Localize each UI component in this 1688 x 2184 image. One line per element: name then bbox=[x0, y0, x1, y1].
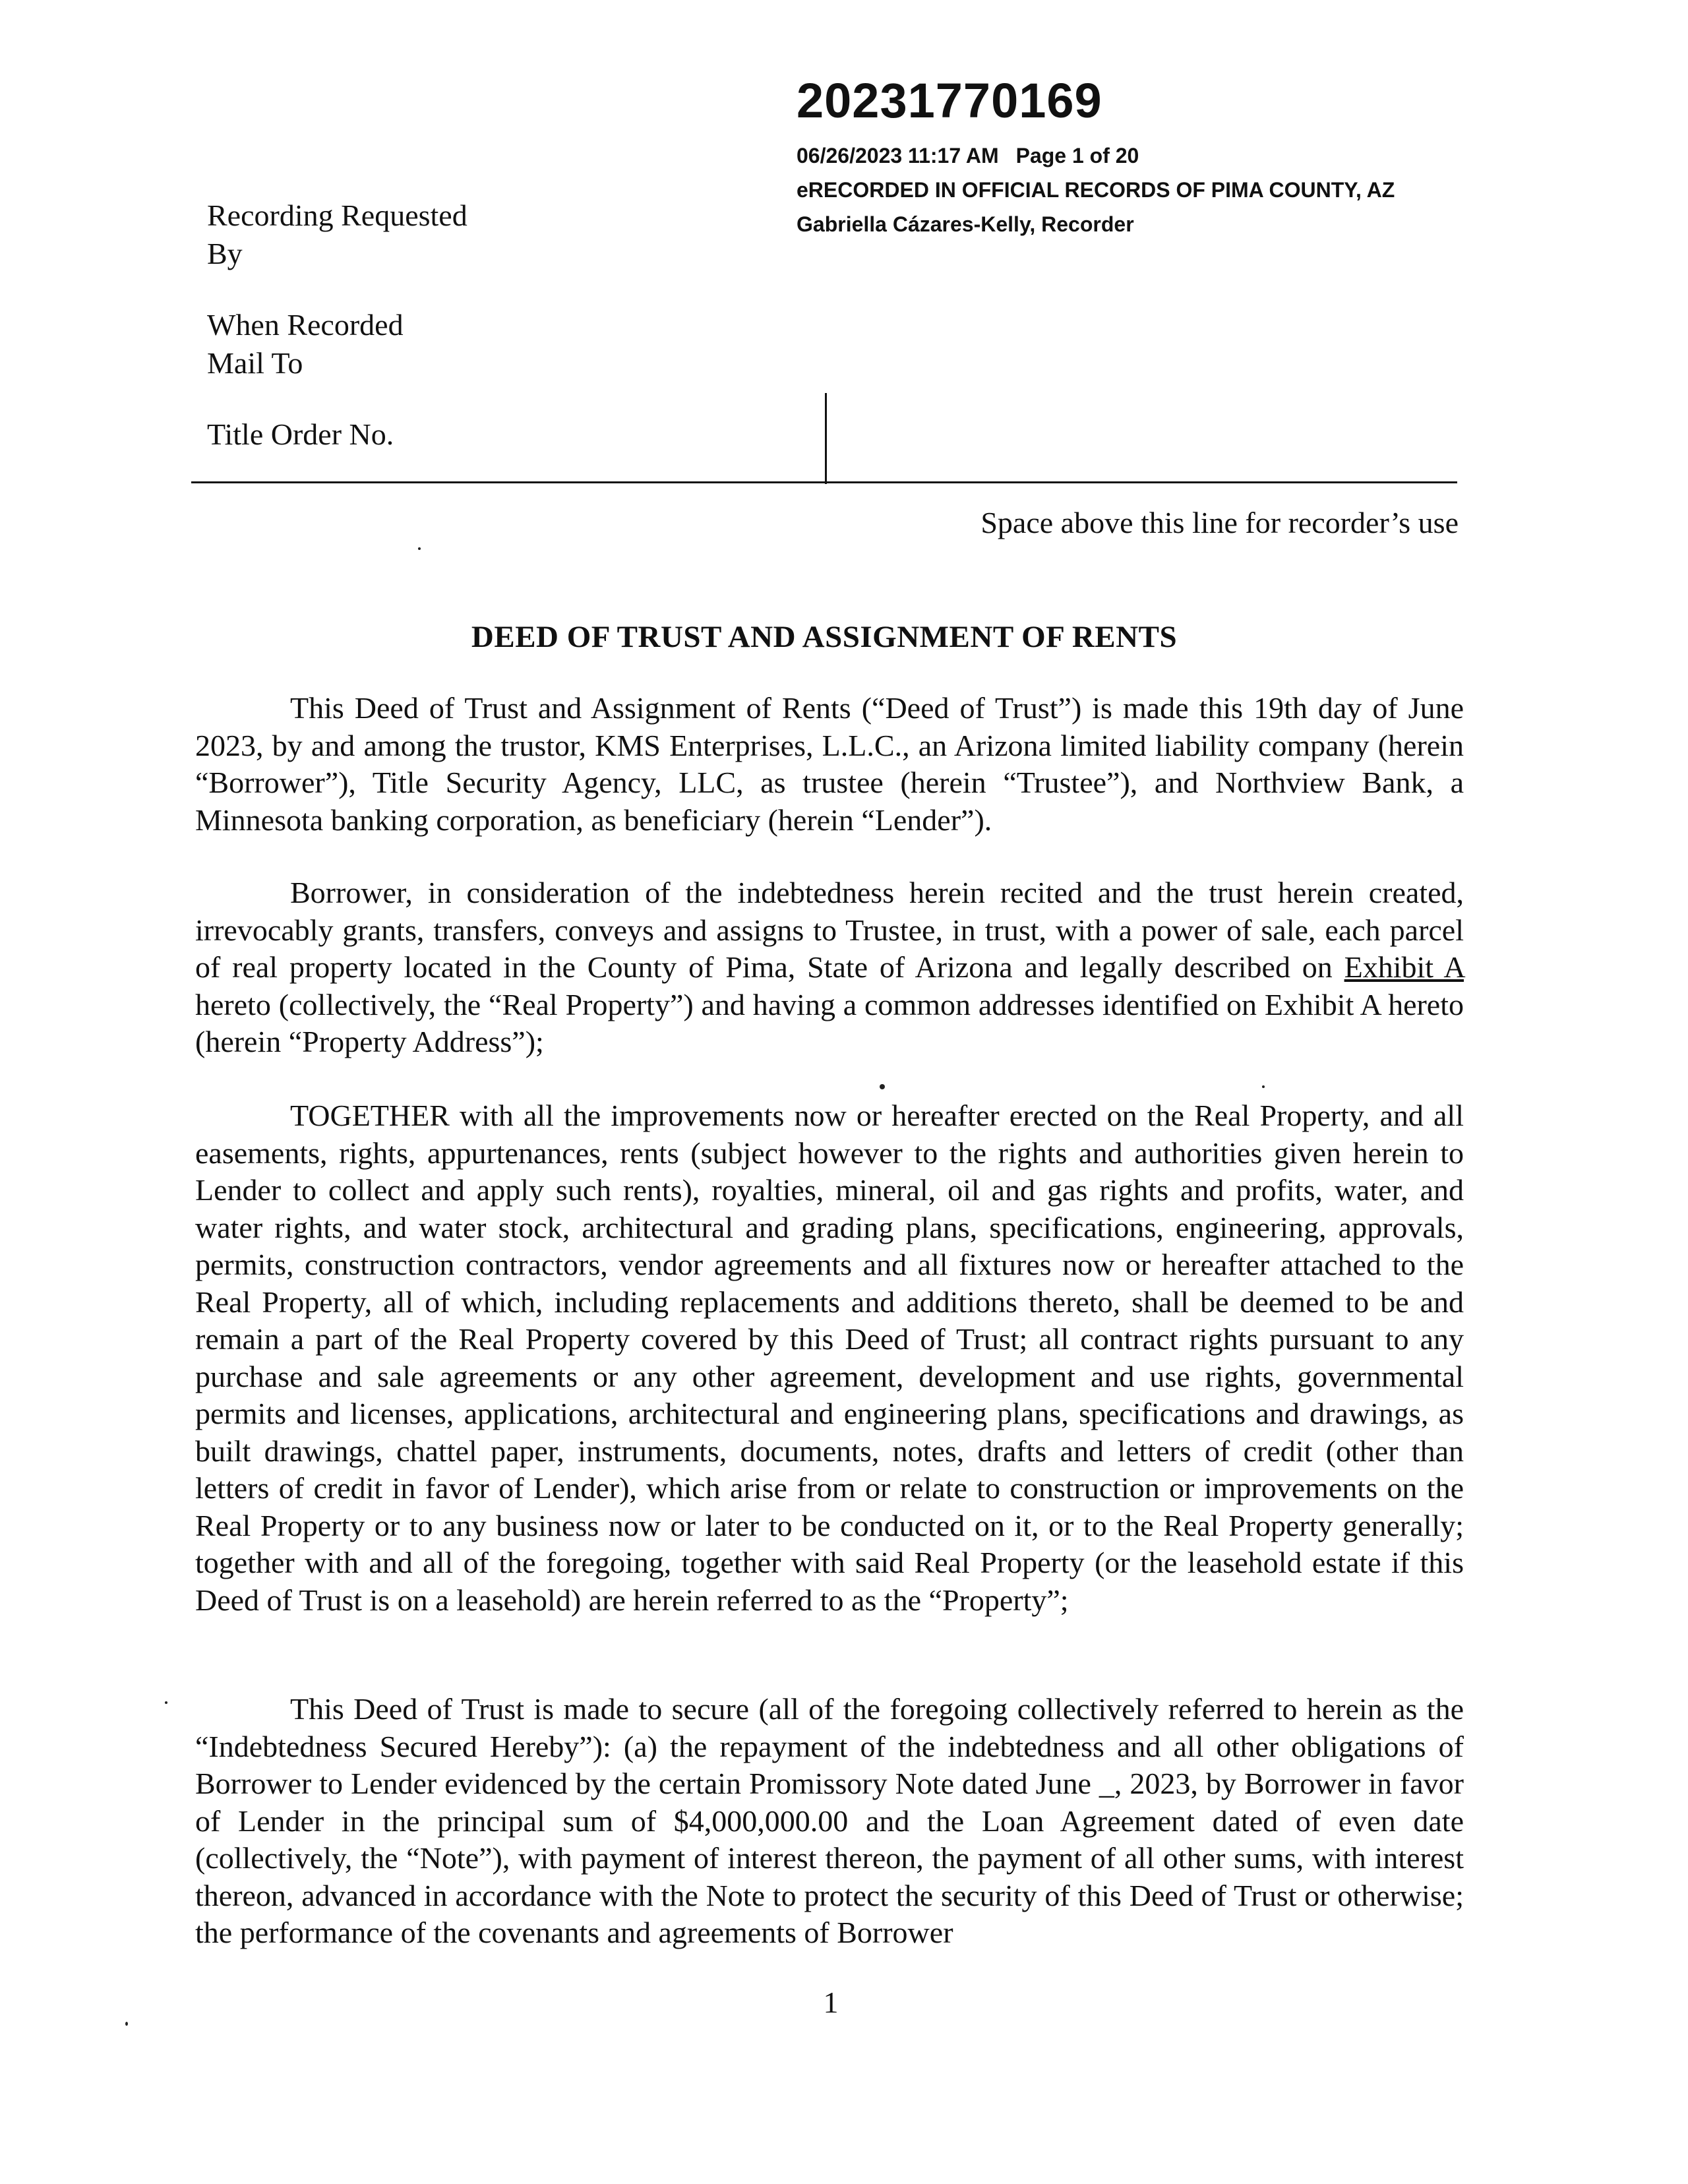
document-title: DEED OF TRUST AND ASSIGNMENT OF RENTS bbox=[471, 620, 1178, 654]
page-number: 1 bbox=[823, 1986, 839, 2019]
recording-stamp bbox=[797, 71, 1627, 241]
recording-box-divider bbox=[825, 393, 827, 484]
paragraph-grant-text-start: Borrower, in consideration of the indebtedness herein recited and the trust herein created, irrevocably grants, transfers, conveys and assigns to Trustee, in trust, with a power of sale, each parcel of real property located in the County of Pima, State of Arizona and legally described on bbox=[195, 876, 1464, 984]
recorder-use-line bbox=[191, 481, 1457, 483]
paragraph-grant-text-end: hereto (collectively, the “Real Property”) and having a common addresses identified on Exhibit A hereto (herein “Property Address”); bbox=[195, 987, 1464, 1058]
recorder-space-note: Space above this line for recorder’s use bbox=[980, 506, 1459, 539]
exhibit-a-reference: Exhibit A bbox=[1344, 950, 1464, 984]
recording-requested-by-label: By bbox=[207, 237, 243, 270]
recording-requested-label: Recording Requested bbox=[207, 198, 467, 232]
page-info: Page 1 of 20 bbox=[1015, 144, 1139, 167]
scan-speck bbox=[125, 2022, 128, 2026]
recording-datetime: 06/26/2023 11:17 AM bbox=[797, 144, 999, 167]
paragraph-together-text: TOGETHER with all the improvements now or hereafter erected on the Real Property, and all easements, rights, appurtenances, rents (subject however to the rights and authorities given herein to Lender to collect and apply such rents), royalties, mineral, oil and gas rights and profits, water, and water rights, and water stock, architectural and grading plans, specifications, engineering, approvals, permits, construction contractors, vendor agreements and all fixtures now or hereafter attached to the Real Property, all of which, including replacements and additions thereto, shall be deemed to be and remain a part of the Real Property covered by this Deed of Trust; all contract rights pursuant to any purchase and sale agreements or any other agreement, development and use rights, governmental permits and licenses, applications, architectural and engineering plans, specifications and drawings, as built drawings, chattel paper, instruments, documents, notes, drafts and letters of credit (other than letters of credit in favor of Lender), which arise from or relate to construction or improvements on the Real Property or to any business now or later to be conducted on it, or to the Real Property generally; together with and all of the foregoing, together with said Real Property (or the leasehold estate if this Deed of Trust is on a leasehold) are herein referred to as the “Property”; bbox=[195, 1099, 1464, 1617]
recorder-name: Gabriella Cázares-Kelly, Recorder bbox=[797, 212, 1134, 236]
paragraph-secured-text: This Deed of Trust is made to secure (all of the foregoing collectively referred to herein as the “Indebtedness Secured Hereby”): (a) the repayment of the indebtedness and all other obligations of Borrower to Lender evidenced by the certain Promissory Note dated June _, 2023, by Borrower in favor of Lender in the principal sum of $4,000,000.00 and the Loan Agreement dated of even date (collectively, the “Note”), with payment of interest thereon, the payment of all other sums, with interest thereon, advanced in accordance with the Note to protect the security of this Deed of Trust or otherwise; the performance of the covenants and agreements of Borrower bbox=[195, 1692, 1464, 1949]
scan-speck bbox=[880, 1084, 885, 1089]
when-recorded-label: When Recorded bbox=[207, 308, 404, 342]
recording-datetime-line bbox=[797, 138, 1627, 173]
paragraph-secured bbox=[195, 1691, 1464, 1952]
title-order-label: Title Order No. bbox=[207, 417, 394, 451]
document-number: 20231770169 bbox=[797, 73, 1102, 128]
paragraph-together bbox=[195, 1097, 1464, 1619]
paragraph-parties bbox=[195, 690, 1464, 839]
paragraph-grant bbox=[195, 874, 1464, 1061]
scan-speck bbox=[418, 547, 421, 550]
paragraph-parties-text: This Deed of Trust and Assignment of Rents (“Deed of Trust”) is made this 19th day of June 2023, by and among the trustor, KMS Enterprises, L.L.C., an Arizona limited liability company (herein “Borrower”), Title Security Agency, LLC, as trustee (herein “Trustee”), and Northview Bank, a Minnesota banking corporation, as beneficiary (herein “Lender”). bbox=[195, 691, 1464, 837]
scan-speck bbox=[165, 1701, 167, 1704]
scan-speck bbox=[1262, 1085, 1265, 1088]
recording-office: eRECORDED IN OFFICIAL RECORDS OF PIMA COUNTY, AZ bbox=[797, 178, 1395, 202]
mail-to-label: Mail To bbox=[207, 346, 303, 380]
